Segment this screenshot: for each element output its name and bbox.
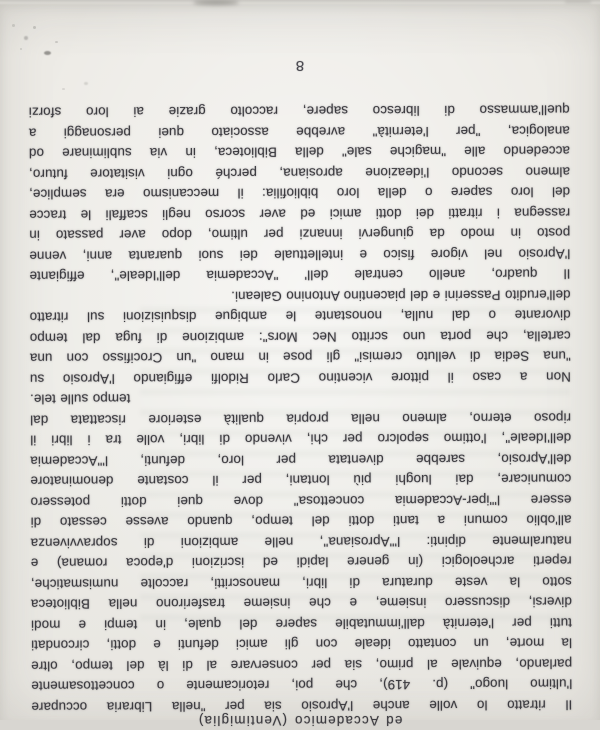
page-number: 8 <box>295 57 305 74</box>
text-line: all'oblio comuni a tanti dotti del tempo, quando avesse cessato di <box>30 512 572 530</box>
paper-speckle <box>12 24 15 27</box>
paper-speckle <box>20 48 22 50</box>
paper-speckle <box>55 41 58 43</box>
text-line: riposo eterno, almeno nella propria qualità esteriore riscattata dal <box>30 409 572 428</box>
text-line: Non a caso il pittore vicentino Carlo Ridolfi effigiando l'Aprosio su <box>29 368 571 387</box>
scan-smudge <box>565 0 591 3</box>
text-line: analogica, "per l'eternità" avrebbe associato quei personaggi a <box>28 122 570 141</box>
text-line: tutti per l'eternità dall'immutabile sapere del quale, in tempi e modi <box>30 614 572 633</box>
text-line: Il quadro, anello centrale dell' "Accademia dell'Ideale", effigiante <box>29 266 571 284</box>
text-line: rassegna i ritratti dei dotti amici ed aver scorso negli scaffali le tracce <box>29 204 571 223</box>
text-line: divorante o dal nulla, nonostante le ambigue disquisizioni sul ritratto <box>29 307 571 325</box>
text-line: posto in modo da giungervi innanzi per ultimo, dopo aver passato in <box>29 225 571 243</box>
text-line: l'Aprosio nel vigore fisico e intellettuale dei suoi quaranta anni, venne <box>29 245 571 264</box>
scan-smudge <box>193 0 239 5</box>
clipped-text-line: ed Accademico (Ventimiglia) <box>197 713 403 728</box>
text-line: la morte, un contatto ideale con gli amici defunti e dotti, circondati <box>31 635 573 653</box>
scan-edge-artifact <box>0 0 600 5</box>
text-line: dell'Ideale", l'ottimo sepolcro per chi, vivendo di libri, volle tra i libri il <box>30 430 572 448</box>
text-line: essere l'"iper-Accademia concettosa" dove quei dotti potessero <box>30 491 572 510</box>
text-line: dell'erudito Passerini e del piacentino Antonino Galeani. <box>231 286 571 304</box>
paper-speckle <box>84 82 88 85</box>
text-line: reperti archeologici (in genere lapidi ed iscrizioni d'epoca romana) e <box>30 553 572 571</box>
text-line: "una Sedia di velluto cremisi" gli pose in mano "un Crocifisso con una <box>29 348 571 366</box>
text-line: sotto la veste duratura di libri, manoscritti, raccolte numismatiche, <box>30 573 572 592</box>
text-line: tempo sulle tele. <box>29 391 131 407</box>
text-line: dell'Aprosio, sarebbe diventata per loro, defunti, l'"Accademia <box>30 450 572 469</box>
paper-speckle <box>44 51 51 55</box>
text-line: almeno secondo l'ideazione aprosiana, perché ogni visitatore futuro, <box>28 163 571 182</box>
text-line: diversi, discussero insieme, e che insieme trasferirono nella Biblioteca <box>30 594 572 612</box>
text-line: Il ritratto lo volle anche l'Aprosio sia per "nella Libraria occupare <box>31 696 573 715</box>
text-line: accedendo alle "magiche sale" della Biblioteca, in via subliminare od <box>28 143 570 161</box>
paper-speckle <box>62 88 65 90</box>
text-line: del loro sapere o della loro bibliofilia: il meccanismo era semplice, <box>29 184 571 202</box>
page-text-block <box>29 99 573 716</box>
text-line: parlando, equivale al primo, sia per conservare al di là del tempo, oltre <box>31 655 573 674</box>
text-line: naturalmente dipinti: l'"Aprosiana", nelle ambizioni di sopravvivenza <box>30 532 572 551</box>
text-line: comunicare, dai luoghi più lontani, per il costante denominatore <box>30 471 572 489</box>
text-line: l'ultimo luogo" (p. 419), che poi, retoricamente o concettosamente <box>31 676 573 694</box>
paper-speckle <box>33 26 36 29</box>
text-line: cartella, che porta uno scritto Nec Mors": ambizione di fuga dal tempo <box>29 327 571 346</box>
paper-speckle <box>24 36 28 40</box>
text-line: quell'ammasso di libresco sapere, raccolto grazie ai loro sforzi <box>28 102 570 120</box>
